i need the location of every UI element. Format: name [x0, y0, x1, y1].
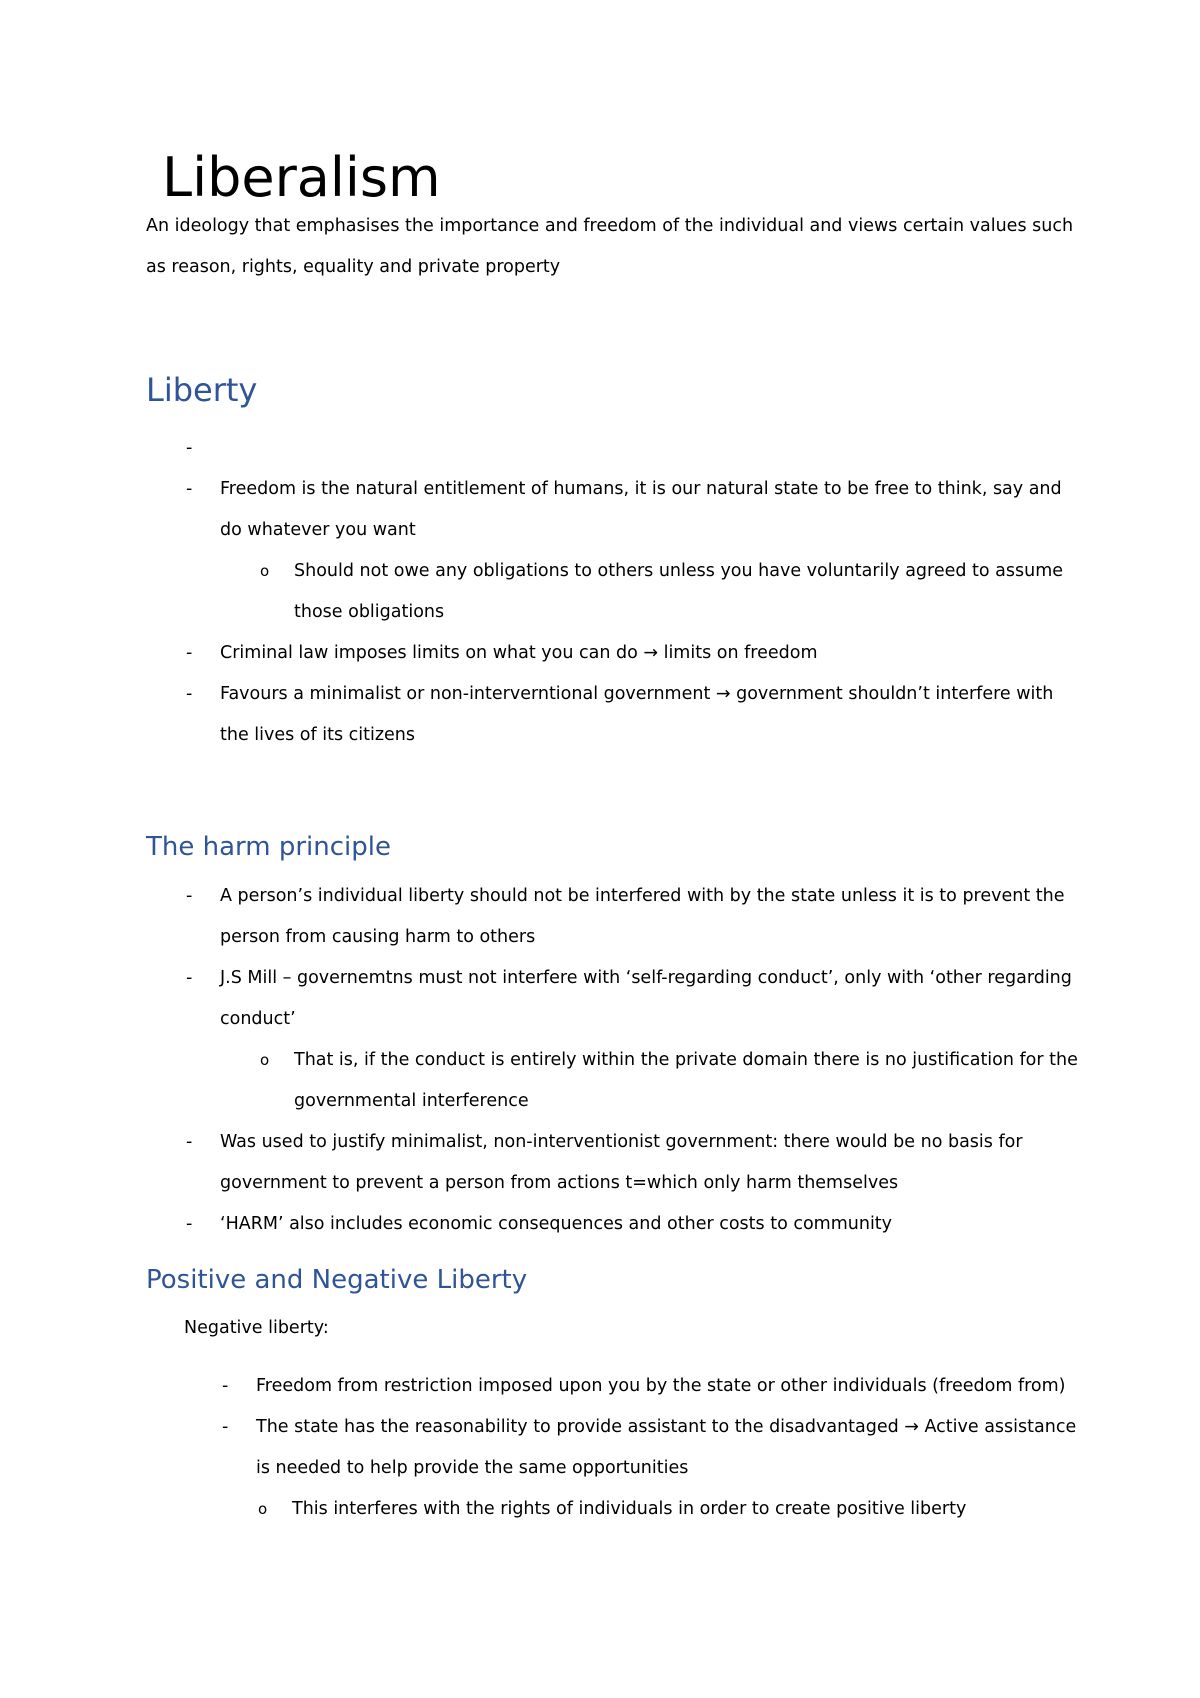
dash-bullet: - [186, 438, 193, 458]
dash-bullet: - [186, 1214, 193, 1234]
dash-bullet: - [222, 1417, 229, 1437]
circle-bullet: o [258, 1500, 268, 1518]
document-title: Liberalism [162, 146, 441, 209]
list-item-text: Favours a minimalist or non-interverntional government → government shouldn’t interfere with the lives of its citizens [220, 684, 1054, 745]
list-item [222, 1366, 1078, 1407]
dash-bullet: - [186, 479, 193, 499]
list-item-text: ‘HARM’ also includes economic consequences and other costs to community [220, 1214, 893, 1234]
heading-positive-negative-liberty: Positive and Negative Liberty [146, 1265, 528, 1295]
sub-list-item [260, 1040, 1080, 1122]
list-item-text: That is, if the conduct is entirely within the private domain there is no justification for the governmental interference [294, 1050, 1078, 1111]
heading-harm-principle: The harm principle [146, 832, 391, 862]
dash-bullet: - [186, 968, 193, 988]
circle-bullet: o [260, 1051, 270, 1069]
sub-list-item [258, 1489, 1078, 1530]
list-item-text: A person’s individual liberty should not be interfered with by the state unless it is to prevent the person from causing harm to others [220, 886, 1065, 947]
list-item [186, 1122, 1080, 1204]
list-item-text: Should not owe any obligations to others unless you have voluntarily agreed to assume those obligations [294, 561, 1064, 622]
list-item-text: This interferes with the rights of individuals in order to create positive liberty [292, 1499, 967, 1519]
dash-bullet: - [186, 643, 193, 663]
negative-liberty-list [222, 1366, 1078, 1530]
list-item [186, 469, 1080, 551]
list-item [186, 958, 1080, 1040]
circle-bullet: o [260, 562, 270, 580]
dash-bullet: - [186, 886, 193, 906]
list-item-text: Was used to justify minimalist, non-interventionist government: there would be no basis for government to prevent a person from actions t=which only harm themselves [220, 1132, 1023, 1193]
liberty-list [186, 428, 1080, 756]
harm-list [186, 876, 1080, 1245]
list-item [186, 428, 1080, 469]
negative-liberty-label: Negative liberty: [184, 1318, 329, 1338]
sub-list-item [260, 551, 1080, 633]
dash-bullet: - [186, 684, 193, 704]
list-item [222, 1407, 1078, 1489]
list-item [186, 674, 1080, 756]
list-item [186, 633, 1080, 674]
list-item-text: Freedom is the natural entitlement of humans, it is our natural state to be free to think, say and do whatever you want [220, 479, 1062, 540]
list-item-text: Freedom from restriction imposed upon you by the state or other individuals (freedom from) [256, 1376, 1066, 1396]
dash-bullet: - [222, 1376, 229, 1396]
heading-liberty: Liberty [146, 371, 258, 409]
list-item [186, 876, 1080, 958]
dash-bullet: - [186, 1132, 193, 1152]
list-item-text: Criminal law imposes limits on what you can do → limits on freedom [220, 643, 818, 663]
list-item-text: J.S Mill – governemtns must not interfere with ‘self-regarding conduct’, only with ‘other regarding conduct’ [220, 968, 1072, 1029]
list-item-text: The state has the reasonability to provide assistant to the disadvantaged → Active assistance is needed to help provide the same opportunities [256, 1417, 1077, 1478]
intro-paragraph: An ideology that emphasises the importance and freedom of the individual and views certain values such as reason, rights, equality and private property [146, 216, 1074, 277]
list-item [186, 1204, 1080, 1245]
